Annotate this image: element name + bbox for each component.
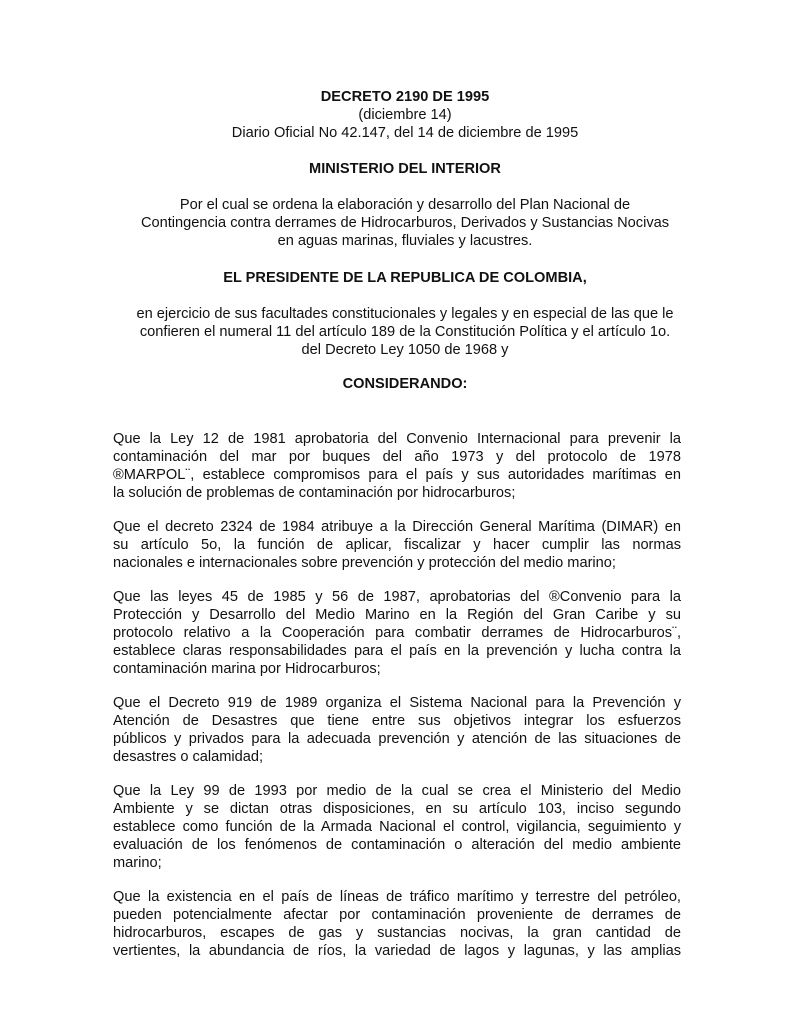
paragraph-line: públicos y privados para la adecuada prevención y atención de las situaciones de — [113, 731, 681, 747]
paragraph-line: protocolo relativo a la Cooperación para combatir derrames de Hidrocarburos¨, — [113, 625, 681, 641]
diario-oficial — [60, 124, 750, 142]
considerando-paragraph — [113, 694, 681, 766]
paragraph-line: nacionales e internacionales sobre prevención y protección del medio marino; — [113, 555, 616, 571]
decree-date-text: (diciembre 14) — [358, 107, 452, 123]
decree-summary — [60, 196, 750, 250]
powers-line: del Decreto Ley 1050 de 1968 y — [301, 342, 509, 358]
paragraph-line: Que la existencia en el país de líneas de tráfico marítimo y terrestre del petróleo, — [113, 889, 681, 905]
paragraph-line: Ambiente y se dictan otras disposiciones, en su artículo 103, inciso segundo — [113, 801, 681, 817]
paragraph-line: Que la Ley 99 de 1993 por medio de la cual se crea el Ministerio del Medio — [113, 783, 681, 799]
paragraph-line: Que la Ley 12 de 1981 aprobatoria del Convenio Internacional para prevenir la — [113, 431, 681, 447]
paragraph-line: hidrocarburos, escapes de gas y sustancias nocivas, la gran cantidad de — [113, 925, 681, 941]
paragraph-line: su artículo 5o, la función de aplicar, fiscalizar y hacer cumplir las normas — [113, 537, 681, 553]
considerando-heading-text: CONSIDERANDO: — [342, 376, 468, 392]
powers-line: en ejercicio de sus facultades constitucionales y legales y en especial de las que le — [136, 306, 674, 322]
paragraph-line: Protección y Desarrollo del Medio Marino en la Región del Gran Caribe y su — [113, 607, 681, 623]
decree-date — [60, 106, 750, 124]
powers-clause — [60, 305, 750, 359]
paragraph-line: Que las leyes 45 de 1985 y 56 de 1987, aprobatorias del ®Convenio para la — [113, 589, 681, 605]
president-heading — [60, 269, 750, 287]
decree-title — [60, 88, 750, 106]
paragraph-line: desastres o calamidad; — [113, 749, 264, 765]
powers-line: confieren el numeral 11 del artículo 189 de la Constitución Política y el artículo 1o. — [139, 324, 671, 340]
paragraph-line: la solución de problemas de contaminación por hidrocarburos; — [113, 485, 516, 501]
president-heading-text: EL PRESIDENTE DE LA REPUBLICA DE COLOMBIA, — [223, 270, 587, 286]
ministry-heading-text: MINISTERIO DEL INTERIOR — [309, 161, 501, 177]
diario-oficial-text: Diario Oficial No 42.147, del 14 de diciembre de 1995 — [231, 125, 579, 141]
considerando-paragraph — [113, 782, 681, 872]
summary-line: Contingencia contra derrames de Hidrocarburos, Derivados y Sustancias Nocivas — [140, 215, 670, 231]
paragraph-line: Que el Decreto 919 de 1989 organiza el Sistema Nacional para la Prevención y — [113, 695, 681, 711]
considerando-paragraph — [113, 588, 681, 678]
ministry-heading — [60, 160, 750, 178]
paragraph-line: vertientes, la abundancia de ríos, la variedad de lagos y lagunas, y las amplias — [113, 943, 681, 959]
paragraph-line: establece como función de la Armada Nacional el control, vigilancia, seguimiento y — [113, 819, 681, 835]
considerando-paragraph — [113, 888, 681, 960]
paragraph-line: marino; — [113, 855, 162, 871]
paragraph-line: contaminación marina por Hidrocarburos; — [113, 661, 381, 677]
decree-title-text: DECRETO 2190 DE 1995 — [320, 89, 490, 105]
paragraph-line: evaluación de los fenómenos de contaminación o alteración del medio ambiente — [113, 837, 681, 853]
paragraph-line: contaminación del mar por buques del año 1973 y del protocolo de 1978 — [113, 449, 681, 465]
paragraph-line: Que el decreto 2324 de 1984 atribuye a la Dirección General Marítima (DIMAR) en — [113, 519, 681, 535]
considerando-paragraph — [113, 430, 681, 502]
paragraph-line: establece claras responsabilidades para el país en la prevención y lucha contra la — [113, 643, 681, 659]
considerando-heading — [60, 375, 750, 393]
summary-line: Por el cual se ordena la elaboración y desarrollo del Plan Nacional de — [179, 197, 631, 213]
paragraph-line: ®MARPOL¨, establece compromisos para el país y sus autoridades marítimas en — [113, 467, 681, 483]
summary-line: en aguas marinas, fluviales y lacustres. — [277, 233, 533, 249]
paragraph-line: Atención de Desastres que tiene entre sus objetivos integrar los esfuerzos — [113, 713, 681, 729]
paragraph-line: pueden potencialmente afectar por contaminación proveniente de derrames de — [113, 907, 681, 923]
considerando-paragraph — [113, 518, 681, 572]
